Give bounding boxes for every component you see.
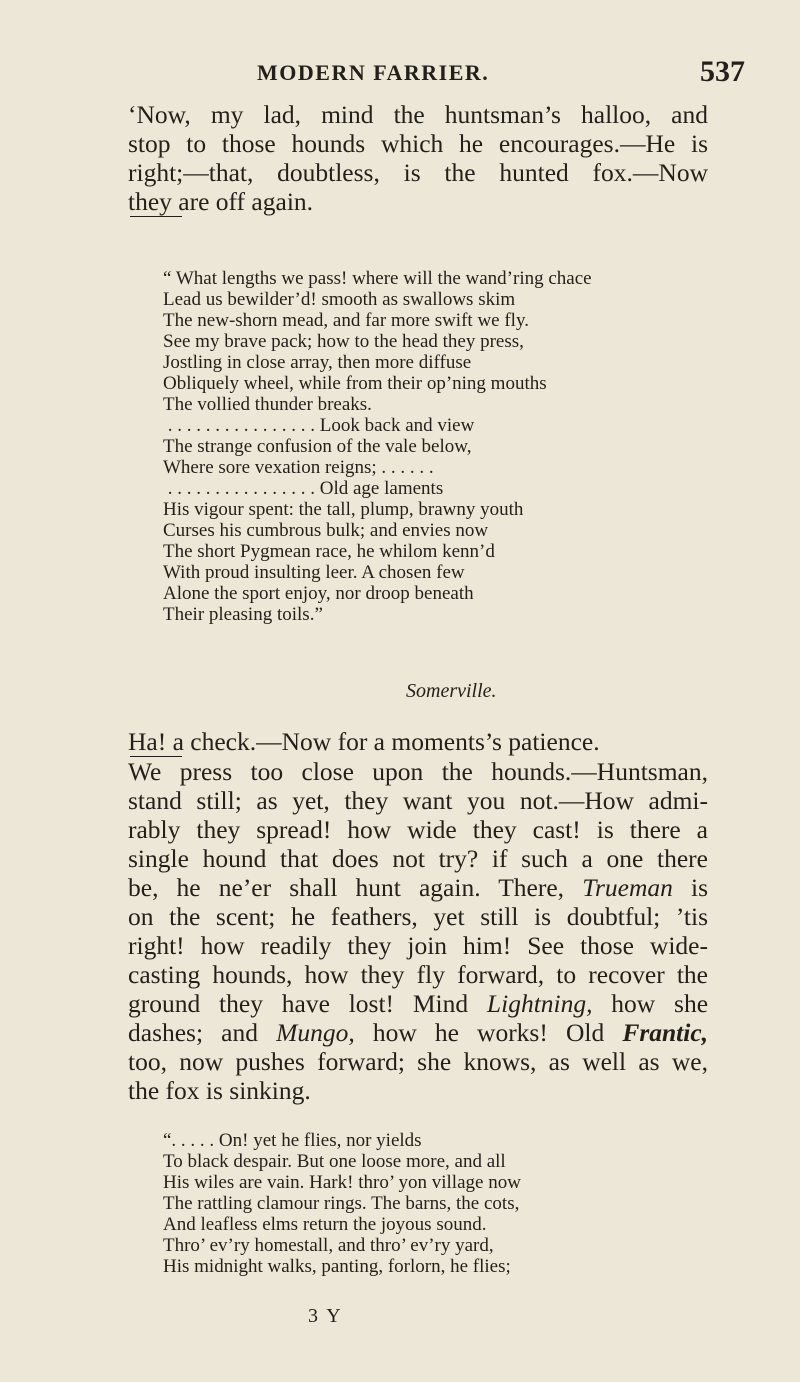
verse-attribution: Somerville.: [406, 680, 497, 702]
verse-line: The new-shorn mead, and far more swift we fly.: [163, 310, 529, 331]
running-title: MODERN FARRIER.: [257, 60, 490, 85]
text-line: [128, 873, 708, 902]
verse-line: Curses his cumbrous bulk; and envies now: [163, 520, 489, 541]
text-line-content: dashes; and: [128, 1018, 258, 1047]
text-line-content: they are off again.: [128, 187, 314, 216]
verse-line: The short Pygmean race, he whilom kenn’d: [163, 541, 495, 562]
page-number: 537: [700, 55, 745, 88]
verse-line: The vollied thunder breaks.: [163, 394, 372, 415]
text-line: [128, 989, 708, 1018]
hound-name-trueman: Trueman: [582, 873, 673, 902]
text-line: too, now pushes forward; she knows, as well as we,: [128, 1047, 708, 1076]
verse-line: Obliquely wheel, while from their op’ning mouths: [163, 373, 547, 394]
text-line: the fox is sinking.: [128, 1076, 311, 1105]
text-line: We press too close upon the hounds.—Huntsman,: [128, 757, 708, 786]
text-line: [128, 1018, 708, 1047]
verse-line: “. . . . . On! yet he flies, nor yields: [163, 1130, 422, 1151]
verse-line: Lead us bewilder’d! smooth as swallows skim: [163, 289, 516, 310]
text-line-content: how she: [611, 989, 709, 1018]
text-line: single hound that does not try? if such a one there: [128, 844, 708, 873]
verse-line: And leafless elms return the joyous sound.: [163, 1214, 487, 1235]
text-line: ‘Now, my lad, mind the huntsman’s halloo, and: [128, 100, 708, 129]
dash-rule: [130, 216, 182, 217]
hound-name-lightning: Lightning,: [486, 989, 593, 1018]
verse-line: Alone the sport enjoy, nor droop beneath: [163, 583, 474, 604]
main-paragraph: [128, 727, 708, 1105]
verse-line: His vigour spent: the tall, plump, brawny youth: [163, 499, 524, 520]
verse-line: Where sore vexation reigns; . . . . . .: [163, 457, 434, 478]
verse-line: The strange confusion of the vale below,: [163, 436, 472, 457]
text-line: stand still; as yet, they want you not.—How admi-: [128, 786, 708, 815]
hound-name-frantic: Frantic,: [622, 1018, 709, 1047]
verse-line: See my brave pack; how to the head they press,: [163, 331, 524, 352]
text-line: stop to those hounds which he encourages.—He is: [128, 129, 708, 158]
verse-line: Jostling in close array, then more diffuse: [163, 352, 472, 373]
verse-line: “ What lengths we pass! where will the wand’ring chace: [163, 268, 592, 289]
text-line: [128, 727, 708, 757]
verse-quotation-2: [163, 1130, 703, 1277]
verse-line: . . . . . . . . . . . . . . . . Look back and view: [163, 415, 475, 436]
text-line: [128, 187, 708, 217]
opening-paragraph: [128, 100, 708, 217]
text-line-content: how he works! Old: [372, 1018, 605, 1047]
text-line-content: Ha! a check.—Now for a moments’s patience.: [128, 727, 600, 756]
text-line: right! how readily they join him! See those wide-: [128, 931, 708, 960]
text-line: rably they spread! how wide they cast! is there a: [128, 815, 708, 844]
text-line: right;—that, doubtless, is the hunted fox.—Now: [128, 158, 708, 187]
text-line: casting hounds, how they fly forward, to recover the: [128, 960, 708, 989]
verse-line: To black despair. But one loose more, and all: [163, 1151, 506, 1172]
hound-name-mungo: Mungo,: [276, 1018, 355, 1047]
verse-line: . . . . . . . . . . . . . . . . Old age laments: [163, 478, 444, 499]
text-line: on the scent; he feathers, yet still is doubtful; ’tis: [128, 902, 708, 931]
text-line-content: is: [691, 873, 709, 902]
verse-line: His midnight walks, panting, forlorn, he flies;: [163, 1256, 511, 1277]
verse-line: His wiles are vain. Hark! thro’ yon village now: [163, 1172, 521, 1193]
verse-line: Their pleasing toils.”: [163, 604, 323, 625]
signature-mark: 3 Y: [308, 1305, 343, 1327]
verse-line: Thro’ ev’ry homestall, and thro’ ev’ry yard,: [163, 1235, 494, 1256]
page-header: [0, 55, 800, 95]
text-line-content: be, he ne’er shall hunt again. There,: [128, 873, 565, 902]
verse-quotation-1: [163, 268, 703, 625]
verse-line: With proud insulting leer. A chosen few: [163, 562, 465, 583]
text-line-content: ground they have lost! Mind: [128, 989, 469, 1018]
verse-line: The rattling clamour rings. The barns, the cots,: [163, 1193, 520, 1214]
